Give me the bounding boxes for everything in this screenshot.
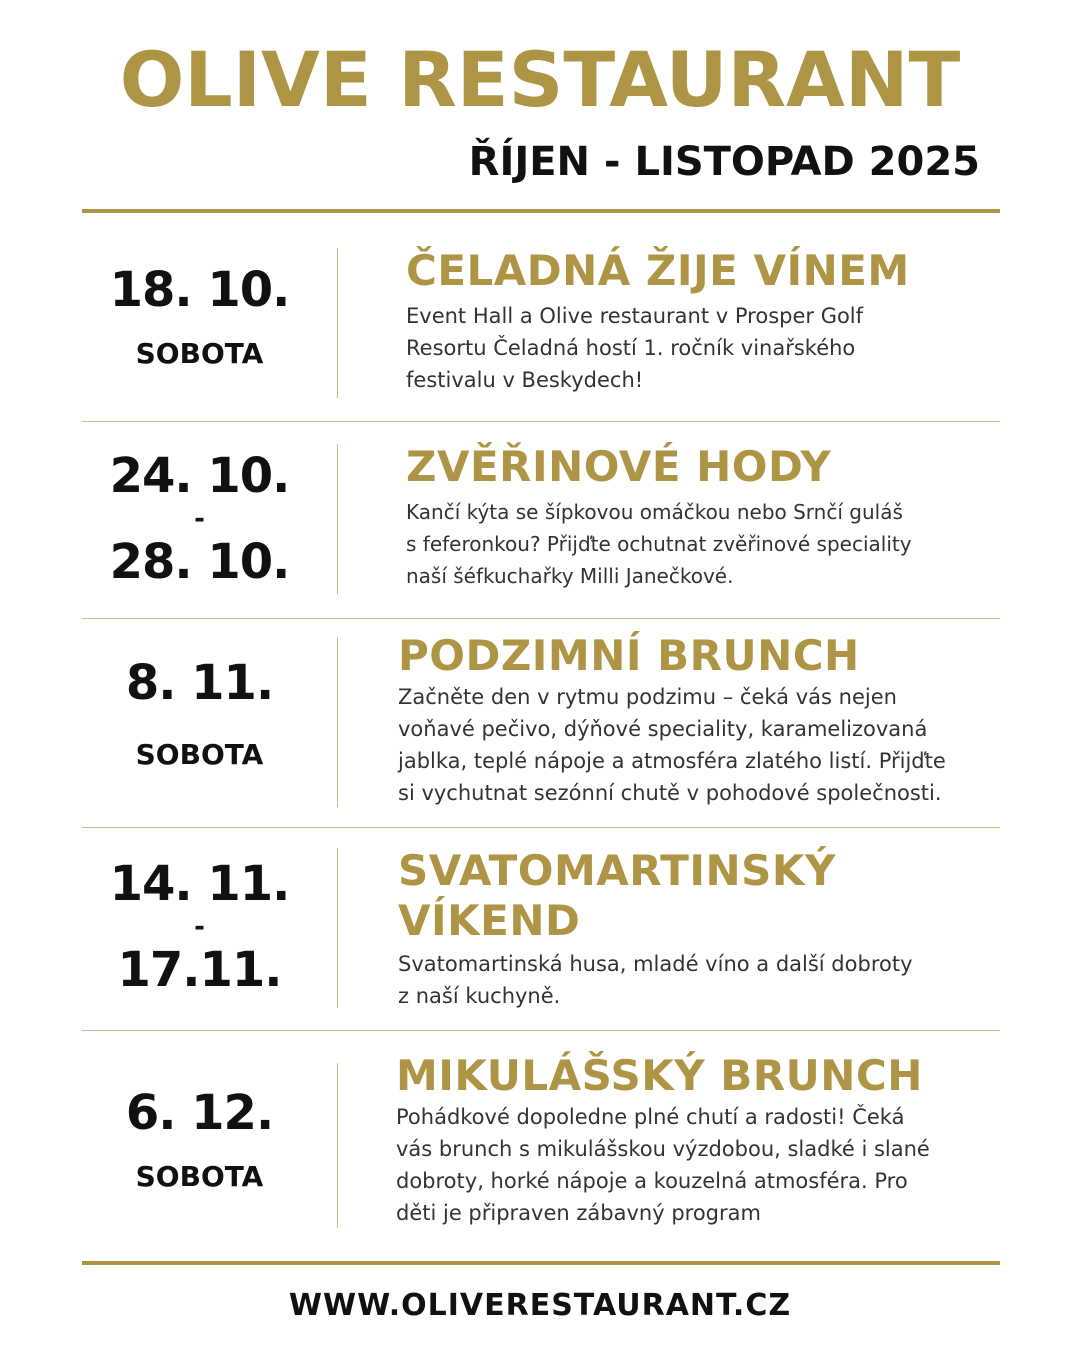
event-description: Kančí kýta se šípkovou omáčkou nebo Srnčí guláš s feferonkou? Přijďte ochutnat zvěřinové speciality naší šéfkuchařky Milli Janečkové. [406,500,912,588]
event-description: Event Hall a Olive restaurant v Prosper Golf Resortu Čeladná hostí 1. ročník vinařského festivalu v Beskydech! [406,304,864,392]
column-divider [337,248,338,398]
period-subtitle: ŘÍJEN - LISTOPAD 2025 [468,139,980,185]
event-date-to: 28. 10. [109,534,290,590]
column-divider [337,637,338,807]
website-link[interactable]: WWW.OLIVERESTAURANT.CZ [288,1288,792,1323]
event-title: MIKULÁŠSKÝ BRUNCH [396,1051,923,1100]
event-text [398,846,998,1012]
event-title-line2: VÍKEND [398,896,581,945]
date-range-separator: - [194,504,205,534]
event-date: 8. 11. [125,655,274,711]
event-text [406,246,1006,396]
event-mikulassky-brunch [82,1031,1000,1261]
event-date: 6. 12. [125,1085,274,1141]
column-divider [337,444,338,594]
event-celadna [82,212,1000,421]
date-range-separator: - [194,912,205,942]
event-text [406,442,1006,592]
event-date-block [82,446,317,592]
event-zverinove-hody [82,422,1000,618]
event-description: Pohádkové dopoledne plné chutí a radosti! Čeká vás brunch s mikulášskou výzdobou, sladké i slané dobroty, horké nápoje a kouzelná atmosféra. Pro děti je připraven zábavný program [396,1105,930,1225]
event-date: 18. 10. [109,262,290,318]
event-text [398,631,998,809]
event-date-block [82,854,317,1000]
event-date-block [82,260,317,374]
event-date-from: 14. 11. [109,856,290,912]
event-title: ČELADNÁ ŽIJE VÍNEM [406,246,910,295]
event-date-to: 17.11. [117,942,282,998]
event-day: SOBOTA [135,337,264,370]
event-title: ZVĚŘINOVÉ HODY [406,442,832,491]
event-title: PODZIMNÍ BRUNCH [398,631,860,680]
event-title-line1: SVATOMARTINSKÝ [398,846,836,895]
column-divider [337,848,338,1008]
event-date-from: 24. 10. [109,448,290,504]
event-day: SOBOTA [135,1160,264,1193]
bottom-divider [82,1261,1000,1265]
event-description: Začněte den v rytmu podzimu – čeká vás nejen voňavé pečivo, dýňové speciality, karamelizovaná jablka, teplé nápoje a atmosféra zlatého listí. Přijďte si vychutnat sezónní chutě v pohodové společnosti. [398,685,946,805]
event-date-block [82,653,317,775]
column-divider [337,1063,338,1228]
event-svatomartinsky-vikend [82,828,1000,1030]
event-podzimni-brunch [82,619,1000,827]
event-date-block [82,1083,317,1197]
page-title: OLIVE RESTAURANT [119,35,961,124]
event-description: Svatomartinská husa, mladé víno a další dobroty z naší kuchyně. [398,952,913,1008]
event-text [396,1051,1006,1229]
event-day: SOBOTA [135,738,264,771]
